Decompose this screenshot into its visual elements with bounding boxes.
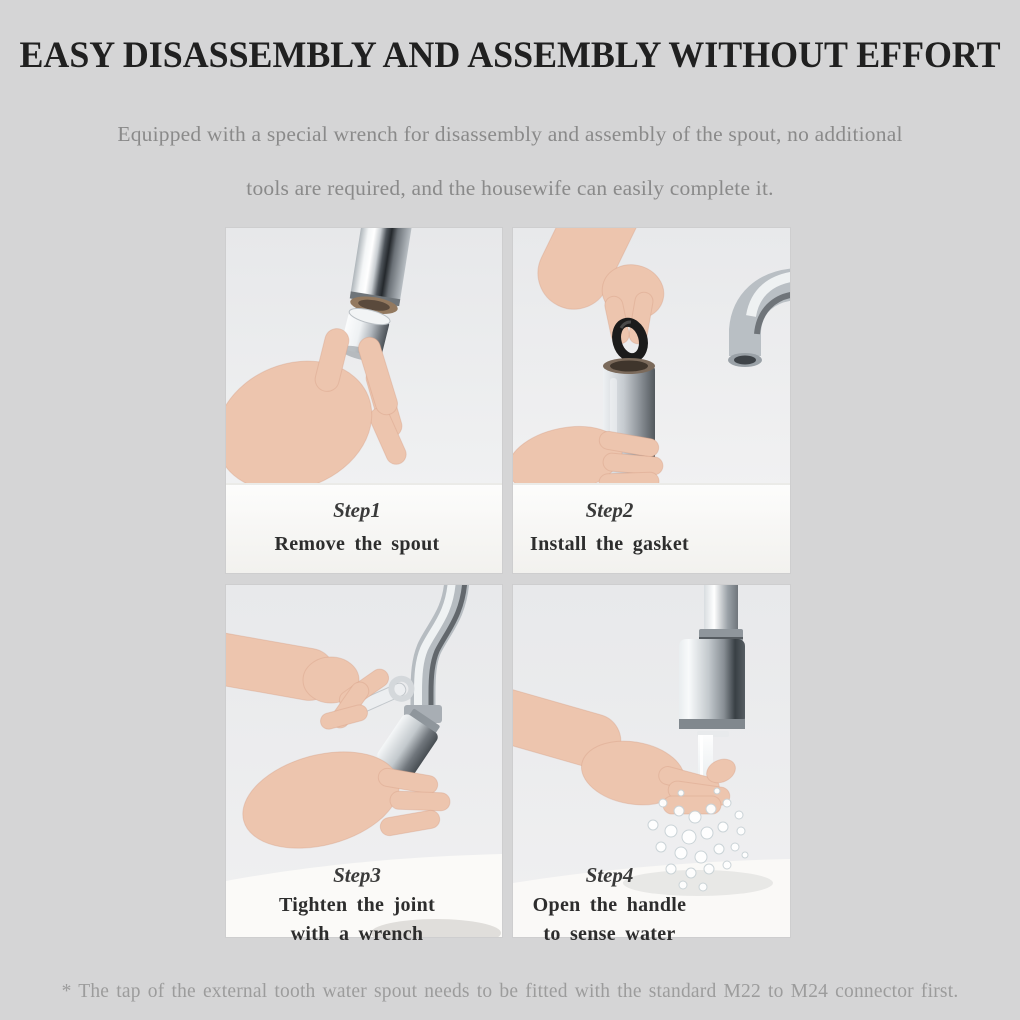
step-panel-4: [513, 585, 790, 945]
footnote: * The tap of the external tooth water spout needs to be fitted with the standard M22 to M24 connector first.: [61, 981, 959, 1002]
subtitle-line-2: tools are required, and the housewife can easily complete it.: [246, 176, 774, 200]
step-label: Step4: [585, 863, 634, 887]
step-caption: [471, 483, 748, 573]
subtitle: [0, 107, 1020, 215]
step-caption: [219, 483, 495, 573]
droplet: [682, 830, 696, 844]
droplet: [648, 820, 658, 830]
step-caption-line: Tighten the joint: [278, 894, 436, 916]
droplet: [714, 788, 720, 794]
finger: [390, 791, 451, 811]
droplet: [659, 799, 667, 807]
steps-grid: [226, 228, 790, 945]
cylinder-opening: [610, 361, 648, 372]
droplet: [674, 806, 684, 816]
step-label: Step3: [333, 863, 381, 887]
droplet: [706, 804, 716, 814]
step-caption-line: to sense water: [543, 923, 676, 945]
step-panel-1: [226, 228, 502, 573]
droplet: [731, 843, 739, 851]
step-label: Step2: [585, 498, 634, 522]
droplet: [718, 822, 728, 832]
step-caption: [219, 853, 495, 945]
device-body: [679, 639, 745, 725]
step-panel-2: [513, 228, 790, 573]
step-label: Step1: [333, 498, 381, 522]
droplet: [656, 842, 666, 852]
connector-line: [699, 637, 743, 639]
droplet: [723, 799, 731, 807]
step-caption-line: Remove the spout: [274, 533, 440, 555]
droplet: [737, 827, 745, 835]
step-caption-line: Open the handle: [532, 894, 687, 916]
step-caption-line: Install the gasket: [530, 533, 689, 555]
faucet-tube: [704, 585, 738, 633]
device-bottom-rim: [679, 719, 745, 729]
droplet: [701, 827, 713, 839]
droplet: [665, 825, 677, 837]
page-title: EASY DISASSEMBLY AND ASSEMBLY WITHOUT EFFORT: [19, 35, 1001, 76]
droplet: [678, 790, 684, 796]
droplet: [689, 811, 701, 823]
step-caption: [471, 853, 748, 945]
subtitle-line-1: Equipped with a special wrench for disassembly and assembly of the spout, no additional: [117, 122, 903, 146]
droplet: [735, 811, 743, 819]
step-caption-line: with a wrench: [290, 923, 424, 945]
step-panel-3: [226, 585, 502, 945]
spout-outlet-hole: [734, 356, 756, 365]
